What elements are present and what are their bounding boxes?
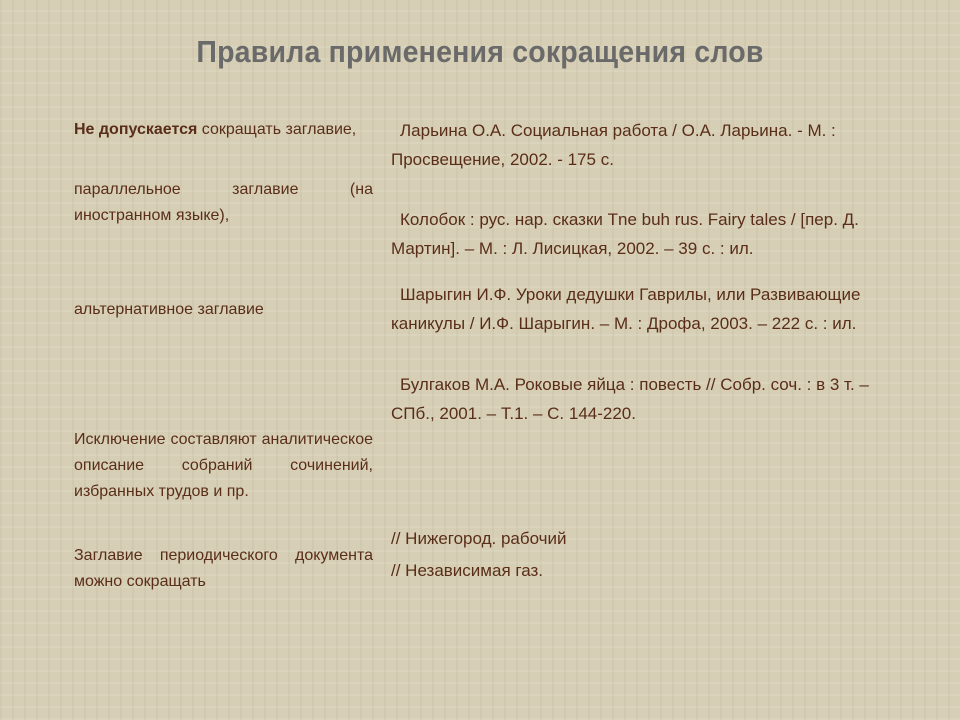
rule-periodical: Заглавие периодического документа можно сокращать (74, 547, 373, 590)
slide-title: Правила применения сокращения слов (196, 34, 764, 69)
rule-no-abbreviation (74, 117, 373, 143)
example-text: Шарыгин И.Ф. Уроки дедушки Гаврилы, или Развивающие каникулы / И.Ф. Шарыгин. – М. : Дрофа, 2003. – 222 с. : ил. (391, 285, 861, 333)
rule-parallel-title: параллельное заглавие (на иностранном языке), (74, 181, 373, 224)
example-text: Ларьина О.А. Социальная работа / О.А. Ларьина. - М. : Просвещение, 2002. - 175 с. (391, 121, 836, 169)
example-sharygin (391, 280, 891, 338)
example-bulgakov (391, 370, 891, 428)
example-nezavisimaya: // Независимая газ. (391, 561, 543, 580)
example-nizhegorod: // Нижегород. рабочий (391, 529, 567, 548)
rule-alternative-title: альтернативное заглавие (74, 301, 264, 318)
rule-text: сокращать заглавие, (197, 121, 357, 138)
rule-bold-prefix: Не допускается (74, 121, 198, 138)
example-larina (391, 116, 891, 174)
example-kolobok (391, 205, 891, 263)
example-text: Булгаков М.А. Роковые яйца : повесть // Собр. соч. : в 3 т. – СПб., 2001. – Т.1. – С. 144-220. (391, 375, 869, 423)
example-text: Колобок : рус. нар. сказки Tne buh rus. Fairy tales / [пер. Д. Мартин]. – М. : Л. Лисицкая, 2002. – 39 с. : ил. (391, 210, 859, 258)
rule-exception: Исключение составляют аналитическое описание собраний сочинений, избранных трудов и пр. (74, 431, 373, 500)
